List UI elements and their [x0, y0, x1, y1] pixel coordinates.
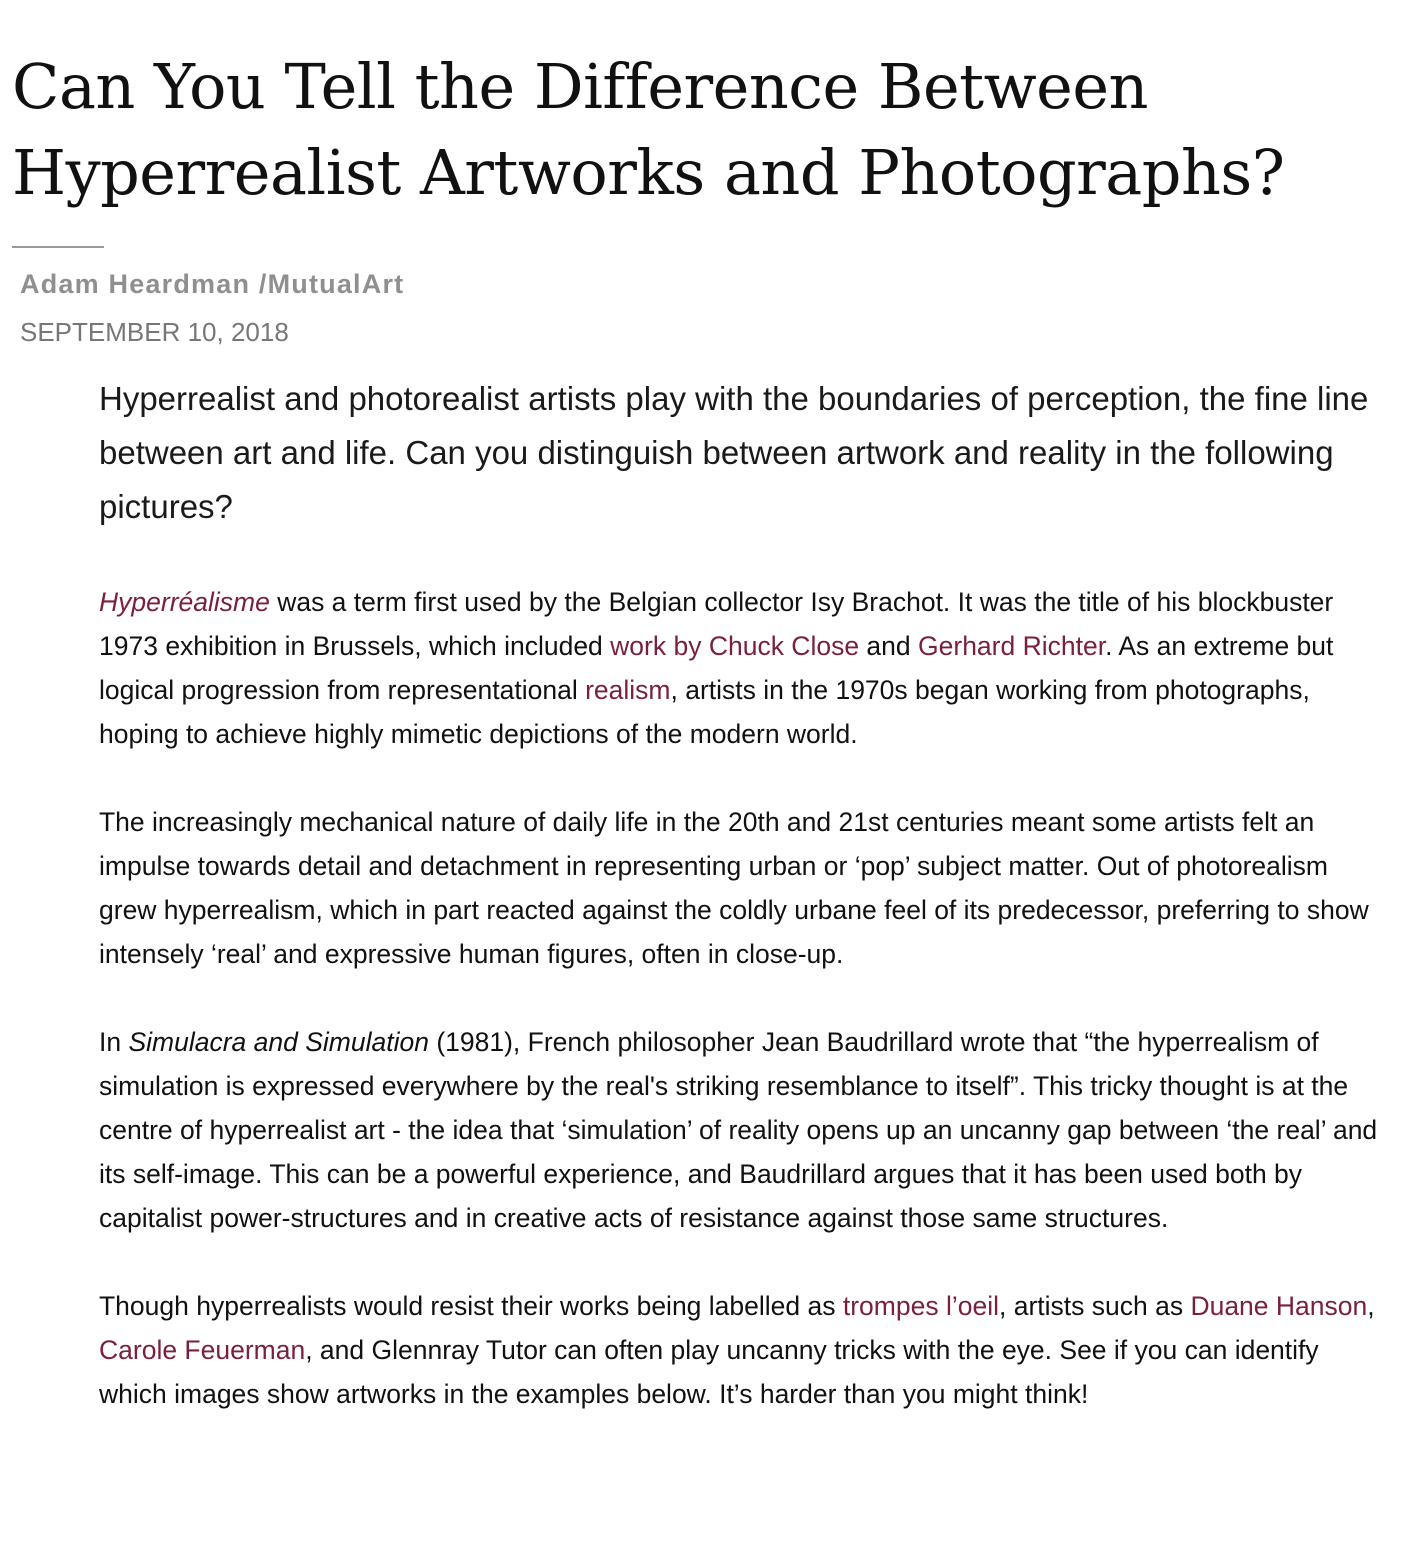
paragraph-hyperrealisme-origin [99, 580, 1389, 756]
article-lede: Hyperrealist and photorealist artists play with the boundaries of perception, the fine line between art and life. Can you distinguish between artwork and reality in the following pictures? [99, 380, 1369, 525]
publish-date: SEPTEMBER 10, 2018 [20, 317, 289, 347]
title-divider [12, 246, 104, 248]
paragraph-mechanical-life: The increasingly mechanical nature of daily life in the 20th and 21st centuries meant some artists felt an impulse towards detail and detachment in representing urban or ‘pop’ subject matter. Out of photorealism grew hyperrealism, which in part reacted against the coldly urbane feel of its predecessor, preferring to show intensely ‘real’ and expressive human figures, often in close-up. [99, 807, 1369, 969]
text-span: . As an extreme but logical progression from representational [99, 631, 1334, 705]
text-span: , [1367, 1291, 1375, 1321]
link-chuck-close[interactable]: work by Chuck Close [610, 631, 860, 661]
book-title: Simulacra and Simulation [128, 1027, 429, 1057]
paragraph-trompe-loeil [99, 1284, 1389, 1416]
text-span: , artists in the 1970s began working from photographs, hoping to achieve highly mimetic depictions of the modern world. [99, 675, 1310, 749]
paragraph-baudrillard [99, 1020, 1389, 1240]
author-byline: Adam Heardman /MutualArt [20, 269, 405, 299]
text-span: In [99, 1027, 129, 1057]
text-span: Though hyperrealists would resist their works being labelled as [99, 1291, 843, 1321]
link-duane-hanson[interactable]: Duane Hanson [1190, 1291, 1368, 1321]
article-body [99, 372, 1389, 1416]
link-realism[interactable]: realism [585, 675, 671, 705]
text-span: and [859, 631, 919, 661]
text-span: (1981), French philosopher Jean Baudrillard wrote that “the hyperrealism of simulation is expressed everywhere by the real's striking resemblance to itself”. This tricky thought is at the centre of hyperrealist art - the idea that ‘simulation’ of reality opens up an uncanny gap between ‘the real’ and its self-image. This can be a powerful experience, and Baudrillard argues that it has been used both by capitalist power-structures and in creative acts of resistance against those same structures. [99, 1027, 1378, 1233]
text-span: was a term first used by the Belgian collector Isy Brachot. It was the title of his blockbuster 1973 exhibition in Brussels, which included [99, 587, 1334, 661]
link-trompes-loeil[interactable]: trompes l’oeil [842, 1291, 999, 1321]
article-title: Can You Tell the Difference Between Hyperrealist Artworks and Photographs? [12, 50, 1285, 209]
text-span: , and Glennray Tutor can often play uncanny tricks with the eye. See if you can identify which images show artworks in the examples below. It’s harder than you might think! [99, 1335, 1319, 1409]
text-span: , artists such as [998, 1291, 1191, 1321]
link-gerhard-richter[interactable]: Gerhard Richter [918, 631, 1106, 661]
link-carole-feuerman[interactable]: Carole Feuerman [99, 1335, 306, 1365]
link-hyperrealisme[interactable]: Hyperréalisme [99, 587, 270, 617]
